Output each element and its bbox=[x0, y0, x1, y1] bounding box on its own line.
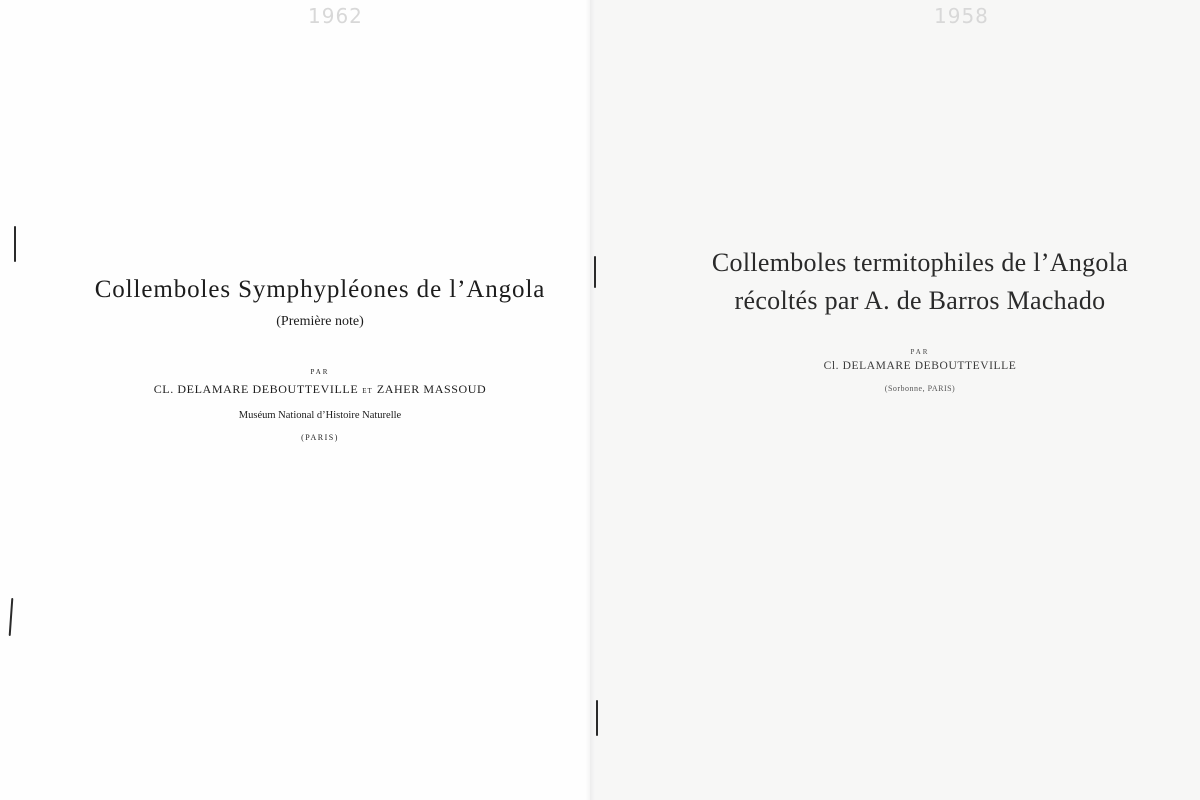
left-author-2: ZAHER MASSOUD bbox=[376, 382, 487, 396]
left-author-1: CL. DELAMARE DEBOUTTEVILLE bbox=[153, 382, 359, 396]
left-pencil-note: 1962 bbox=[308, 4, 363, 28]
right-page bbox=[590, 0, 1200, 800]
right-par: PAR bbox=[910, 348, 930, 356]
right-pencil-note: 1958 bbox=[934, 4, 989, 28]
left-par-line bbox=[0, 361, 590, 379]
left-subtitle: (Première note) bbox=[276, 314, 364, 329]
right-title-line-1: Collemboles termitophiles de l’Angola bbox=[711, 248, 1129, 277]
left-title-block bbox=[0, 276, 590, 330]
left-authors bbox=[0, 382, 590, 397]
right-author: Cl. DELAMARE DEBOUTTEVILLE bbox=[823, 360, 1017, 372]
right-par-line bbox=[590, 341, 1200, 359]
right-affiliation: (Sorbonne, PARIS) bbox=[884, 384, 956, 393]
binding-mark bbox=[596, 700, 598, 736]
page-gutter bbox=[585, 0, 595, 800]
right-title-line-2: récoltés par A. de Barros Machado bbox=[734, 286, 1106, 315]
binding-mark bbox=[9, 598, 14, 636]
binding-mark bbox=[14, 226, 16, 262]
left-affiliation: Muséum National d’Histoire Naturelle bbox=[238, 410, 402, 421]
right-title-block bbox=[590, 244, 1200, 320]
left-et: ET bbox=[362, 387, 373, 395]
left-page bbox=[0, 0, 590, 800]
left-title: Collemboles Symphypléones de l’Angola bbox=[94, 276, 546, 303]
left-place: (PARIS) bbox=[301, 433, 339, 442]
left-par: PAR bbox=[310, 368, 330, 376]
